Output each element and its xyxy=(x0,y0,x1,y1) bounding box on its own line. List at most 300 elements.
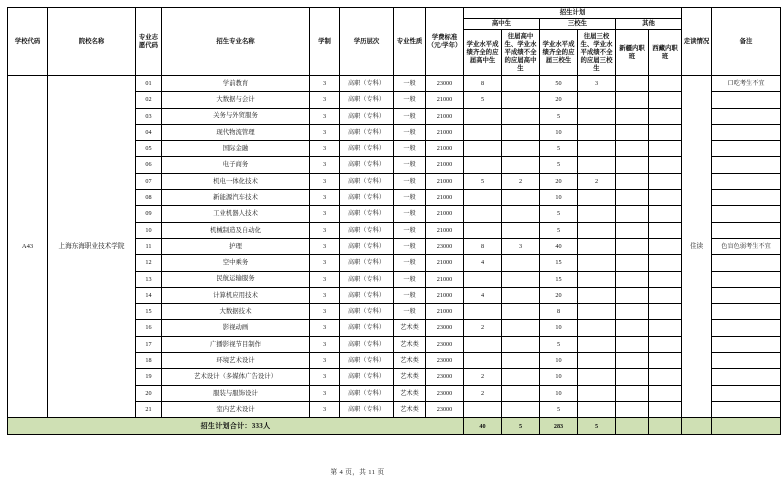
cell-level: 高职（专科） xyxy=(340,222,394,238)
cell-tibet-class xyxy=(649,255,682,271)
cell-remark xyxy=(712,255,781,271)
cell-years: 3 xyxy=(310,92,340,108)
col-header-xinjiang-class xyxy=(616,30,649,76)
cell-sx-past-partial xyxy=(578,190,616,206)
cell-level: 高职（专科） xyxy=(340,385,394,401)
cell-xinjiang-class xyxy=(616,369,649,385)
cell-major-name: 现代物流管理 xyxy=(162,124,310,140)
cell-nature: 艺术类 xyxy=(394,320,426,336)
cell-sx-past-partial xyxy=(578,304,616,320)
cell-major-name: 大数据技术 xyxy=(162,304,310,320)
cell-xinjiang-class xyxy=(616,320,649,336)
cell-sx-past-partial xyxy=(578,353,616,369)
col-header-hs-current-full-text: 学业水平成绩齐全的应届高中生 xyxy=(466,40,499,64)
cell-xinjiang-class xyxy=(616,190,649,206)
cell-level: 高职（专科） xyxy=(340,353,394,369)
cell-remark xyxy=(712,353,781,369)
cell-sx-current-full: 5 xyxy=(540,108,578,124)
cell-years: 3 xyxy=(310,304,340,320)
cell-level: 高职（专科） xyxy=(340,287,394,303)
cell-total-sx-past-partial: 5 xyxy=(578,418,616,435)
cell-remark xyxy=(712,336,781,352)
cell-hs-past-partial xyxy=(502,304,540,320)
cell-major-name: 新能源汽车技术 xyxy=(162,190,310,206)
cell-hs-current-full xyxy=(464,206,502,222)
cell-major-pref-code: 02 xyxy=(136,92,162,108)
cell-nature: 一般 xyxy=(394,304,426,320)
col-header-hs-past-partial-text: 往届高中生、学业水平成绩不全的应届高中生 xyxy=(504,32,537,72)
col-header-xinjiang-class-text: 新疆内职班 xyxy=(619,44,645,60)
cell-hs-current-full: 8 xyxy=(464,76,502,92)
cell-hs-past-partial xyxy=(502,157,540,173)
cell-xinjiang-class xyxy=(616,385,649,401)
cell-hs-current-full xyxy=(464,157,502,173)
cell-nature: 一般 xyxy=(394,76,426,92)
cell-tibet-class xyxy=(649,173,682,189)
cell-major-pref-code: 06 xyxy=(136,157,162,173)
cell-major-pref-code: 11 xyxy=(136,238,162,254)
cell-sx-past-partial xyxy=(578,336,616,352)
cell-xinjiang-class xyxy=(616,108,649,124)
cell-remark xyxy=(712,157,781,173)
col-header-school-code: 学校代码 xyxy=(8,8,48,76)
cell-hs-current-full xyxy=(464,124,502,140)
cell-fee: 21000 xyxy=(426,173,464,189)
cell-major-name: 关务与外贸服务 xyxy=(162,108,310,124)
cell-years: 3 xyxy=(310,124,340,140)
cell-total-label: 招生计划合计：333人 xyxy=(8,418,464,435)
cell-major-pref-code: 13 xyxy=(136,271,162,287)
cell-years: 3 xyxy=(310,108,340,124)
cell-major-pref-code: 10 xyxy=(136,222,162,238)
cell-hs-past-partial xyxy=(502,353,540,369)
cell-hs-current-full: 2 xyxy=(464,385,502,401)
cell-tibet-class xyxy=(649,304,682,320)
cell-years: 3 xyxy=(310,385,340,401)
cell-major-pref-code: 21 xyxy=(136,401,162,417)
cell-tibet-class xyxy=(649,157,682,173)
cell-hs-current-full xyxy=(464,190,502,206)
cell-level: 高职（专科） xyxy=(340,124,394,140)
cell-xinjiang-class xyxy=(616,271,649,287)
cell-major-name: 工业机器人技术 xyxy=(162,206,310,222)
col-header-years: 学制 xyxy=(310,8,340,76)
cell-years: 3 xyxy=(310,157,340,173)
cell-xinjiang-class xyxy=(616,238,649,254)
cell-level: 高职（专科） xyxy=(340,206,394,222)
cell-hs-current-full xyxy=(464,304,502,320)
cell-total-hs-current-full: 40 xyxy=(464,418,502,435)
cell-total-sx-current-full: 283 xyxy=(540,418,578,435)
col-header-hs-past-partial xyxy=(502,30,540,76)
cell-sx-current-full: 8 xyxy=(540,304,578,320)
cell-tibet-class xyxy=(649,222,682,238)
cell-level: 高职（专科） xyxy=(340,173,394,189)
cell-xinjiang-class xyxy=(616,255,649,271)
cell-major-name: 电子商务 xyxy=(162,157,310,173)
cell-major-pref-code: 01 xyxy=(136,76,162,92)
cell-nature: 艺术类 xyxy=(394,401,426,417)
cell-hs-current-full: 2 xyxy=(464,320,502,336)
cell-nature: 一般 xyxy=(394,157,426,173)
cell-tibet-class xyxy=(649,190,682,206)
cell-major-name: 机械制造及自动化 xyxy=(162,222,310,238)
cell-xinjiang-class xyxy=(616,173,649,189)
cell-years: 3 xyxy=(310,206,340,222)
cell-remark xyxy=(712,206,781,222)
cell-level: 高职（专科） xyxy=(340,255,394,271)
enrollment-plan-table xyxy=(7,7,781,435)
cell-major-name: 环境艺术设计 xyxy=(162,353,310,369)
cell-major-name: 民航运输服务 xyxy=(162,271,310,287)
cell-total-remark xyxy=(712,418,781,435)
cell-years: 3 xyxy=(310,173,340,189)
cell-major-pref-code: 19 xyxy=(136,369,162,385)
table-total-row xyxy=(8,418,781,435)
cell-hs-past-partial xyxy=(502,401,540,417)
cell-years: 3 xyxy=(310,76,340,92)
cell-hs-past-partial xyxy=(502,271,540,287)
cell-sx-current-full: 20 xyxy=(540,92,578,108)
cell-xinjiang-class xyxy=(616,304,649,320)
cell-sx-current-full: 15 xyxy=(540,271,578,287)
cell-nature: 一般 xyxy=(394,271,426,287)
cell-years: 3 xyxy=(310,222,340,238)
cell-nature: 一般 xyxy=(394,238,426,254)
cell-tibet-class xyxy=(649,353,682,369)
cell-hs-past-partial xyxy=(502,141,540,157)
cell-remark xyxy=(712,190,781,206)
cell-tibet-class xyxy=(649,369,682,385)
cell-hs-past-partial: 3 xyxy=(502,238,540,254)
cell-tibet-class xyxy=(649,336,682,352)
cell-hs-past-partial xyxy=(502,92,540,108)
cell-xinjiang-class xyxy=(616,141,649,157)
cell-tibet-class xyxy=(649,76,682,92)
cell-hs-current-full xyxy=(464,336,502,352)
cell-fee: 21000 xyxy=(426,287,464,303)
cell-hs-past-partial xyxy=(502,287,540,303)
cell-level: 高职（专科） xyxy=(340,336,394,352)
cell-sx-past-partial: 2 xyxy=(578,173,616,189)
cell-tibet-class xyxy=(649,401,682,417)
col-header-tibet-class-text: 西藏内职班 xyxy=(652,44,678,60)
cell-sx-current-full: 10 xyxy=(540,369,578,385)
cell-major-pref-code: 07 xyxy=(136,173,162,189)
cell-hs-past-partial xyxy=(502,385,540,401)
cell-sx-past-partial xyxy=(578,92,616,108)
col-header-sx-current-full xyxy=(540,30,578,76)
cell-boarding: 住读 xyxy=(682,76,712,418)
cell-level: 高职（专科） xyxy=(340,76,394,92)
col-header-boarding: 走读情况 xyxy=(682,8,712,76)
cell-tibet-class xyxy=(649,238,682,254)
col-header-remark: 备注 xyxy=(712,8,781,76)
cell-sx-current-full: 5 xyxy=(540,141,578,157)
cell-fee: 21000 xyxy=(426,108,464,124)
cell-hs-past-partial xyxy=(502,190,540,206)
cell-tibet-class xyxy=(649,124,682,140)
cell-years: 3 xyxy=(310,336,340,352)
cell-remark xyxy=(712,304,781,320)
cell-major-name: 学前教育 xyxy=(162,76,310,92)
cell-nature: 一般 xyxy=(394,255,426,271)
cell-nature: 一般 xyxy=(394,173,426,189)
cell-major-name: 护理 xyxy=(162,238,310,254)
col-header-sx-current-full-text: 学业水平成绩齐全的应届三校生 xyxy=(542,40,575,64)
cell-years: 3 xyxy=(310,369,340,385)
cell-sx-past-partial xyxy=(578,320,616,336)
cell-hs-past-partial xyxy=(502,369,540,385)
cell-sx-current-full: 10 xyxy=(540,124,578,140)
cell-major-pref-code: 17 xyxy=(136,336,162,352)
cell-hs-current-full: 2 xyxy=(464,369,502,385)
cell-xinjiang-class xyxy=(616,336,649,352)
cell-hs-current-full xyxy=(464,141,502,157)
table-row xyxy=(8,76,781,92)
cell-hs-current-full: 5 xyxy=(464,173,502,189)
cell-hs-current-full: 5 xyxy=(464,92,502,108)
cell-tibet-class xyxy=(649,287,682,303)
cell-sx-current-full: 15 xyxy=(540,255,578,271)
cell-remark xyxy=(712,271,781,287)
cell-sx-past-partial xyxy=(578,124,616,140)
cell-remark xyxy=(712,124,781,140)
cell-sx-current-full: 10 xyxy=(540,385,578,401)
cell-sx-past-partial xyxy=(578,108,616,124)
cell-xinjiang-class xyxy=(616,76,649,92)
cell-level: 高职（专科） xyxy=(340,238,394,254)
cell-nature: 一般 xyxy=(394,141,426,157)
cell-tibet-class xyxy=(649,320,682,336)
cell-years: 3 xyxy=(310,238,340,254)
cell-school-name: 上海东海职业技术学院 xyxy=(48,76,136,418)
cell-sx-past-partial xyxy=(578,401,616,417)
cell-xinjiang-class xyxy=(616,222,649,238)
cell-years: 3 xyxy=(310,255,340,271)
cell-tibet-class xyxy=(649,385,682,401)
cell-remark xyxy=(712,287,781,303)
cell-major-name: 影视动画 xyxy=(162,320,310,336)
cell-major-pref-code: 20 xyxy=(136,385,162,401)
cell-hs-current-full xyxy=(464,108,502,124)
col-group-header-other: 其他 xyxy=(616,19,682,30)
cell-level: 高职（专科） xyxy=(340,369,394,385)
cell-hs-past-partial xyxy=(502,124,540,140)
cell-sx-current-full: 5 xyxy=(540,206,578,222)
cell-xinjiang-class xyxy=(616,92,649,108)
cell-major-name: 室内艺术设计 xyxy=(162,401,310,417)
cell-xinjiang-class xyxy=(616,401,649,417)
cell-total-tibet-class xyxy=(649,418,682,435)
cell-sx-current-full: 10 xyxy=(540,353,578,369)
cell-hs-current-full: 8 xyxy=(464,238,502,254)
cell-hs-past-partial xyxy=(502,76,540,92)
cell-sx-current-full: 50 xyxy=(540,76,578,92)
col-group-header-high-school: 高中生 xyxy=(464,19,540,30)
col-header-sx-past-partial xyxy=(578,30,616,76)
cell-nature: 一般 xyxy=(394,287,426,303)
cell-nature: 一般 xyxy=(394,190,426,206)
cell-years: 3 xyxy=(310,271,340,287)
cell-sx-past-partial xyxy=(578,206,616,222)
cell-level: 高职（专科） xyxy=(340,92,394,108)
cell-fee: 21000 xyxy=(426,92,464,108)
cell-sx-past-partial xyxy=(578,369,616,385)
cell-fee: 21000 xyxy=(426,271,464,287)
cell-level: 高职（专科） xyxy=(340,401,394,417)
cell-fee: 21000 xyxy=(426,206,464,222)
cell-sx-past-partial xyxy=(578,238,616,254)
cell-years: 3 xyxy=(310,287,340,303)
cell-hs-past-partial xyxy=(502,108,540,124)
cell-fee: 23000 xyxy=(426,369,464,385)
cell-remark xyxy=(712,320,781,336)
cell-fee: 21000 xyxy=(426,255,464,271)
cell-major-name: 机电一体化技术 xyxy=(162,173,310,189)
cell-hs-current-full xyxy=(464,222,502,238)
cell-years: 3 xyxy=(310,401,340,417)
cell-nature: 艺术类 xyxy=(394,369,426,385)
cell-years: 3 xyxy=(310,320,340,336)
col-header-major-name: 招生专业名称 xyxy=(162,8,310,76)
cell-remark xyxy=(712,92,781,108)
cell-major-pref-code: 12 xyxy=(136,255,162,271)
cell-hs-past-partial xyxy=(502,320,540,336)
cell-sx-current-full: 5 xyxy=(540,222,578,238)
cell-major-name: 计算机应用技术 xyxy=(162,287,310,303)
cell-xinjiang-class xyxy=(616,157,649,173)
cell-sx-current-full: 10 xyxy=(540,190,578,206)
cell-major-name: 艺术设计（多媒体广告设计） xyxy=(162,369,310,385)
cell-level: 高职（专科） xyxy=(340,304,394,320)
cell-total-hs-past-partial: 5 xyxy=(502,418,540,435)
cell-school-code: A43 xyxy=(8,76,48,418)
col-header-school-name: 院校名称 xyxy=(48,8,136,76)
cell-nature: 一般 xyxy=(394,206,426,222)
cell-remark xyxy=(712,108,781,124)
cell-sx-past-partial xyxy=(578,141,616,157)
cell-fee: 23000 xyxy=(426,401,464,417)
cell-years: 3 xyxy=(310,141,340,157)
cell-years: 3 xyxy=(310,190,340,206)
cell-sx-past-partial xyxy=(578,157,616,173)
col-header-fee: 学费标准（元/学年） xyxy=(426,8,464,76)
cell-level: 高职（专科） xyxy=(340,157,394,173)
table-body xyxy=(8,76,781,435)
cell-tibet-class xyxy=(649,271,682,287)
col-group-header-sanxiao: 三校生 xyxy=(540,19,616,30)
cell-sx-current-full: 40 xyxy=(540,238,578,254)
cell-sx-current-full: 5 xyxy=(540,401,578,417)
cell-hs-current-full: 4 xyxy=(464,287,502,303)
cell-remark xyxy=(712,222,781,238)
cell-fee: 21000 xyxy=(426,304,464,320)
cell-major-pref-code: 15 xyxy=(136,304,162,320)
cell-sx-past-partial xyxy=(578,255,616,271)
cell-major-name: 服装与服饰设计 xyxy=(162,385,310,401)
cell-sx-past-partial: 3 xyxy=(578,76,616,92)
table-head xyxy=(8,8,781,76)
cell-fee: 23000 xyxy=(426,76,464,92)
cell-hs-current-full xyxy=(464,401,502,417)
cell-total-boarding xyxy=(682,418,712,435)
cell-sx-current-full: 20 xyxy=(540,173,578,189)
cell-fee: 21000 xyxy=(426,141,464,157)
cell-hs-past-partial xyxy=(502,222,540,238)
cell-major-name: 广播影视节目制作 xyxy=(162,336,310,352)
cell-hs-past-partial: 2 xyxy=(502,173,540,189)
cell-xinjiang-class xyxy=(616,206,649,222)
cell-remark xyxy=(712,141,781,157)
cell-xinjiang-class xyxy=(616,124,649,140)
cell-total-xinjiang-class xyxy=(616,418,649,435)
cell-nature: 一般 xyxy=(394,108,426,124)
cell-tibet-class xyxy=(649,92,682,108)
cell-level: 高职（专科） xyxy=(340,271,394,287)
cell-sx-past-partial xyxy=(578,287,616,303)
cell-sx-past-partial xyxy=(578,385,616,401)
cell-hs-past-partial xyxy=(502,336,540,352)
cell-remark xyxy=(712,369,781,385)
cell-remark xyxy=(712,401,781,417)
cell-major-pref-code: 16 xyxy=(136,320,162,336)
cell-fee: 23000 xyxy=(426,385,464,401)
cell-major-pref-code: 04 xyxy=(136,124,162,140)
cell-hs-current-full: 4 xyxy=(464,255,502,271)
cell-xinjiang-class xyxy=(616,353,649,369)
cell-fee: 21000 xyxy=(426,157,464,173)
cell-level: 高职（专科） xyxy=(340,320,394,336)
cell-xinjiang-class xyxy=(616,287,649,303)
cell-major-name: 国际金融 xyxy=(162,141,310,157)
col-group-header-plan: 招生计划 xyxy=(464,8,682,19)
col-header-level: 学历层次 xyxy=(340,8,394,76)
cell-major-name: 大数据与会计 xyxy=(162,92,310,108)
cell-tibet-class xyxy=(649,108,682,124)
col-header-tibet-class xyxy=(649,30,682,76)
cell-major-pref-code: 08 xyxy=(136,190,162,206)
cell-major-pref-code: 14 xyxy=(136,287,162,303)
cell-sx-past-partial xyxy=(578,271,616,287)
cell-sx-current-full: 20 xyxy=(540,287,578,303)
cell-hs-past-partial xyxy=(502,206,540,222)
cell-nature: 艺术类 xyxy=(394,353,426,369)
cell-level: 高职（专科） xyxy=(340,141,394,157)
cell-tibet-class xyxy=(649,206,682,222)
cell-remark: 口吃考生不宜 xyxy=(712,76,781,92)
cell-nature: 一般 xyxy=(394,222,426,238)
col-header-nature: 专业性质 xyxy=(394,8,426,76)
cell-major-pref-code: 09 xyxy=(136,206,162,222)
cell-sx-past-partial xyxy=(578,222,616,238)
cell-nature: 艺术类 xyxy=(394,385,426,401)
page-footer: 第 4 页，共 11 页 xyxy=(330,469,385,476)
cell-remark: 色盲色弱考生不宜 xyxy=(712,238,781,254)
cell-level: 高职（专科） xyxy=(340,108,394,124)
cell-sx-current-full: 5 xyxy=(540,157,578,173)
cell-fee: 23000 xyxy=(426,336,464,352)
cell-fee: 21000 xyxy=(426,190,464,206)
cell-fee: 21000 xyxy=(426,222,464,238)
col-header-sx-past-partial-text: 往届三校生、学业水平成绩不全的应届三校生 xyxy=(580,32,613,72)
cell-major-pref-code: 18 xyxy=(136,353,162,369)
cell-major-name: 空中乘务 xyxy=(162,255,310,271)
col-header-hs-current-full xyxy=(464,30,502,76)
cell-remark xyxy=(712,385,781,401)
cell-remark xyxy=(712,173,781,189)
cell-hs-past-partial xyxy=(502,255,540,271)
